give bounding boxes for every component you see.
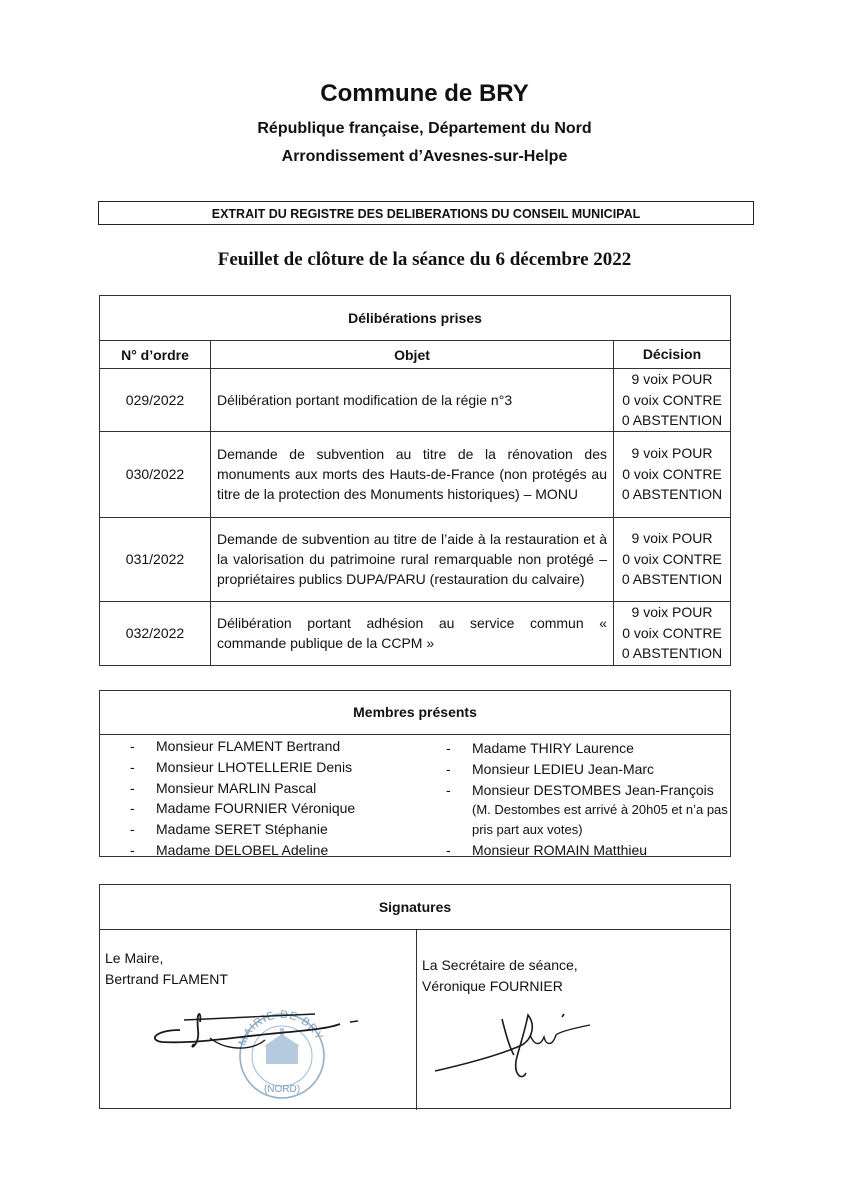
- deliberation-number: 030/2022: [100, 431, 211, 517]
- signatures-box: [99, 884, 731, 1109]
- column-header-object: Objet: [211, 341, 614, 369]
- votes-for: 9 voix POUR: [631, 371, 713, 387]
- member-name: Monsieur MARLIN Pascal: [156, 779, 317, 796]
- member-name: Monsieur LHOTELLERIE Denis: [156, 758, 353, 775]
- list-item: [130, 840, 355, 861]
- dash-bullet: -: [130, 758, 135, 775]
- votes-against: 0 voix CONTRE: [622, 550, 722, 567]
- members-right-column: [446, 738, 732, 861]
- dash-bullet: -: [446, 781, 451, 798]
- members-heading: Membres présents: [100, 691, 730, 735]
- dash-bullet: -: [446, 760, 451, 777]
- table-row: [100, 517, 731, 601]
- abstentions: 0 ABSTENTION: [621, 645, 723, 662]
- list-item: [130, 778, 355, 799]
- secretary-signature-label: [422, 955, 578, 996]
- deliberations-heading: Délibérations prises: [100, 296, 731, 341]
- deliberation-number: 032/2022: [100, 601, 211, 665]
- deliberation-decision: [614, 369, 731, 432]
- votes-against: 0 voix CONTRE: [622, 465, 722, 482]
- department-line: République française, Département du Nord: [257, 120, 592, 137]
- deliberation-object: Délibération portant modification de la régie n°3: [211, 369, 614, 432]
- list-item: [446, 738, 732, 759]
- table-row: [100, 431, 731, 517]
- session-title: Feuillet de clôture de la séance du 6 décembre 2022: [217, 249, 632, 270]
- mayor-name: Bertrand FLAMENT: [105, 970, 228, 987]
- dash-bullet: -: [130, 738, 135, 754]
- member-name: Monsieur ROMAIN Matthieu: [472, 842, 648, 859]
- register-extract-banner: EXTRAIT DU REGISTRE DES DELIBERATIONS DU CONSEIL MUNICIPAL: [98, 201, 754, 225]
- dash-bullet: -: [130, 841, 135, 858]
- deliberation-number: 031/2022: [100, 517, 211, 601]
- member-name: Madame FOURNIER Véronique: [156, 800, 356, 817]
- votes-against: 0 voix CONTRE: [622, 624, 722, 641]
- deliberation-object: Demande de subvention au titre de l’aide à la restauration et à la valorisation du patrimoine rural remarquable non protégé – propriétaires publics DUPA/PARU (restauration du calvaire): [211, 517, 614, 601]
- dash-bullet: -: [130, 779, 135, 796]
- list-item: [446, 840, 732, 861]
- list-item: [446, 780, 732, 841]
- signatures-divider: [416, 929, 417, 1110]
- list-item: [130, 798, 355, 819]
- list-item: [446, 759, 732, 780]
- signatures-heading: Signatures: [100, 885, 730, 930]
- deliberation-decision: [614, 517, 731, 601]
- mayor-signature-label: [105, 948, 228, 989]
- deliberation-decision: [614, 431, 731, 517]
- list-item: [130, 819, 355, 840]
- member-name: Madame THIRY Laurence: [472, 740, 634, 756]
- arrondissement-line: Arrondissement d’Avesnes-sur-Helpe: [281, 148, 568, 165]
- dash-bullet: -: [446, 842, 451, 859]
- abstentions: 0 ABSTENTION: [621, 571, 723, 588]
- member-name: Monsieur FLAMENT Bertrand: [156, 738, 341, 754]
- arrival-note: (M. Destombes est arrivé à 20h05 et n’a pas pris part aux votes): [472, 802, 728, 838]
- abstentions: 0 ABSTENTION: [621, 412, 723, 428]
- stamp-top-text: MAIRIE DE BRY: [236, 1008, 326, 1048]
- list-item: [130, 736, 355, 757]
- column-header-number: N° d’ordre: [100, 341, 211, 369]
- secretary-name: Véronique FOURNIER: [422, 977, 563, 994]
- votes-for: 9 voix POUR: [631, 530, 713, 547]
- dash-bullet: -: [130, 821, 135, 838]
- abstentions: 0 ABSTENTION: [621, 486, 723, 503]
- table-row: [100, 601, 731, 665]
- commune-title: Commune de BRY: [320, 80, 529, 107]
- votes-for: 9 voix POUR: [631, 445, 713, 462]
- table-row: [100, 369, 731, 432]
- deliberation-object: Demande de subvention au titre de la rénovation des monuments aux morts des Hauts-de-France (non protégés au titre de la protection des Monuments historiques) – MONU: [211, 431, 614, 517]
- deliberation-object: Délibération portant adhésion au service commun « commande publique de la CCPM »: [211, 601, 614, 665]
- member-name: Madame DELOBEL Adeline: [156, 841, 329, 858]
- deliberations-table: [99, 295, 731, 666]
- secretary-role: La Secrétaire de séance,: [422, 957, 578, 973]
- mayor-signature: [140, 1000, 370, 1060]
- votes-for: 9 voix POUR: [631, 604, 713, 621]
- member-name: Madame SERET Stéphanie: [156, 821, 328, 838]
- members-left-column: [130, 736, 355, 861]
- mayor-role: Le Maire,: [105, 950, 164, 966]
- list-item: [130, 757, 355, 778]
- member-name: Monsieur DESTOMBES Jean-François: [472, 781, 714, 798]
- secretary-signature: [430, 1005, 600, 1085]
- dash-bullet: -: [130, 800, 135, 817]
- column-header-decision: Décision: [614, 341, 731, 369]
- stamp-bottom-text: (NORD): [263, 1084, 301, 1095]
- dash-bullet: -: [446, 740, 451, 756]
- votes-against: 0 voix CONTRE: [622, 391, 722, 408]
- deliberation-decision: [614, 601, 731, 665]
- deliberation-number: 029/2022: [100, 369, 211, 432]
- member-name: Monsieur LEDIEU Jean-Marc: [472, 760, 655, 777]
- members-present-box: [99, 690, 731, 857]
